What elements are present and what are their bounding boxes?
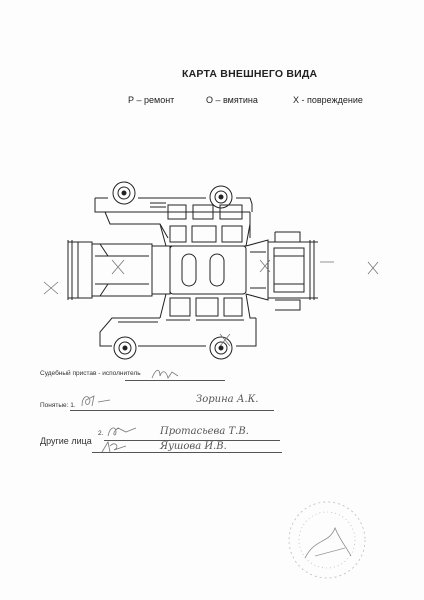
witness1-signature-scribble [80,392,114,410]
official-stamp [285,498,369,582]
vehicle-side-top [95,182,252,238]
witness1-name: Зорина А.К. [196,394,259,405]
others-label: Другие лица [40,436,92,446]
page-title: КАРТА ВНЕШНЕГО ВИДА [182,68,318,80]
legend-dent: О – вмятина [206,95,258,105]
vehicle-side-bottom [100,294,256,359]
legend-damage: Х - повреждение [293,95,363,105]
other-name: Яушова И.В. [160,441,227,452]
witness1-line [70,410,274,411]
legend-repair: Р – ремонт [128,95,175,105]
vehicle-cabin-top [160,224,250,246]
witness2-number: 2. [98,430,104,437]
bailiff-signature-scribble [150,366,180,384]
vehicle-top-view [68,232,318,310]
witness2-name: Протасьева Т.В. [160,426,249,437]
bailiff-label: Судебный пристав - исполнитель [40,370,141,377]
witnesses-label: Понятые: 1. [40,402,76,409]
other-signature-scribble [100,438,130,456]
damage-marks [44,260,378,346]
bailiff-signature [150,366,180,388]
